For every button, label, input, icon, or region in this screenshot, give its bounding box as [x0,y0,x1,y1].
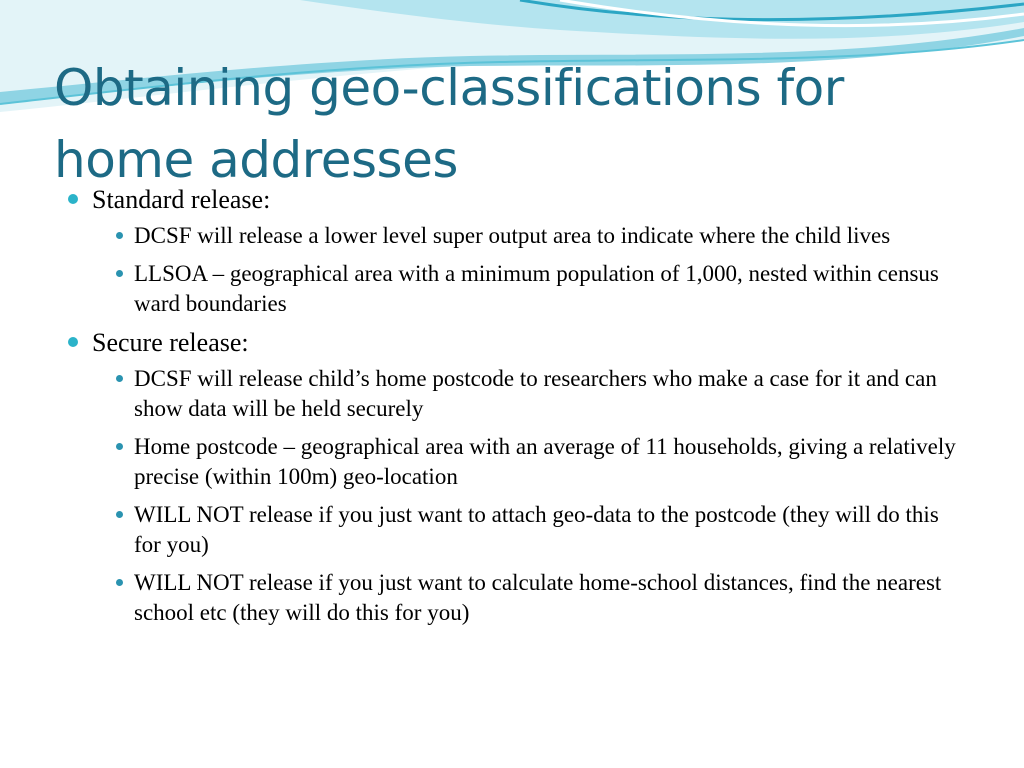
bullet-list [64,184,964,628]
list-item [92,500,964,560]
list-item [92,568,964,628]
slide-body [64,184,964,636]
section-heading: Standard release: [92,185,271,214]
list-item [92,364,964,424]
sub-bullet-list [92,364,964,628]
sub-bullet-icon [116,375,123,382]
list-item [92,221,964,251]
sub-bullet-icon [116,511,123,518]
list-item-text: DCSF will release child’s home postcode to researchers who make a case for it and can show data will be held securely [134,366,937,421]
sub-bullet-icon [116,443,123,450]
section-standard-release [64,184,964,319]
list-item-text: Home postcode – geographical area with an average of 11 households, giving a relatively precise (within 100m) geo-location [134,434,956,489]
sub-bullet-list [92,221,964,319]
bullet-icon [68,194,78,204]
list-item-text: WILL NOT release if you just want to calculate home-school distances, find the nearest school etc (they will do this for you) [134,570,942,625]
list-item-text: LLSOA – geographical area with a minimum population of 1,000, nested within census ward boundaries [134,261,939,316]
slide-title: Obtaining geo-classifications for home addresses [54,59,844,189]
bullet-icon [68,337,78,347]
list-item-text: WILL NOT release if you just want to attach geo-data to the postcode (they will do this for you) [134,502,939,557]
list-item-text: DCSF will release a lower level super output area to indicate where the child lives [134,223,891,248]
sub-bullet-icon [116,579,123,586]
sub-bullet-icon [116,232,123,239]
section-secure-release [64,327,964,628]
sub-bullet-icon [116,270,123,277]
section-heading: Secure release: [92,328,249,357]
list-item [92,259,964,319]
list-item [92,432,964,492]
